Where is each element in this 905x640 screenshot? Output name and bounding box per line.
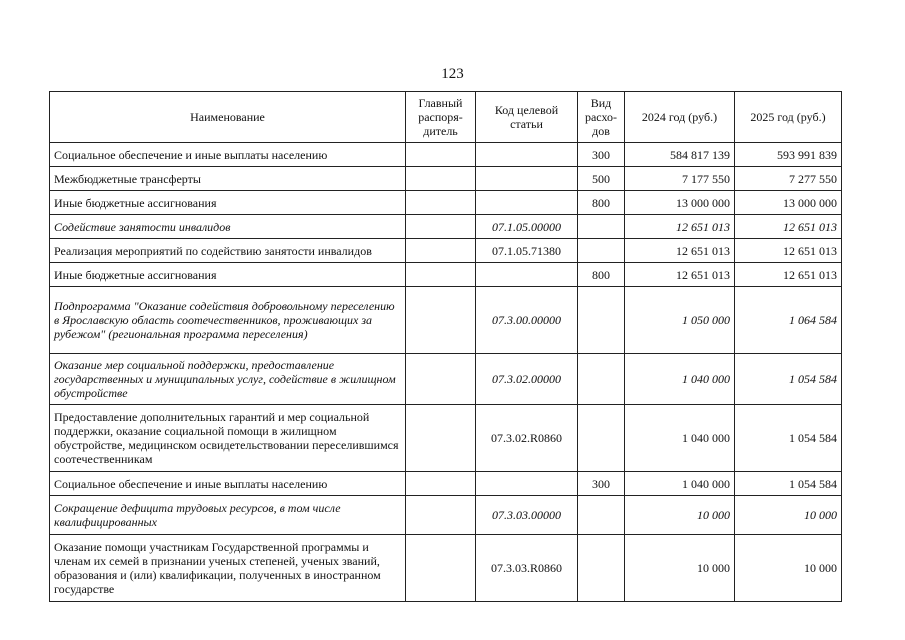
table-row xyxy=(50,143,842,167)
cell-vid: 800 xyxy=(578,191,625,215)
cell-2025: 10 000 xyxy=(735,496,842,535)
table-row xyxy=(50,354,842,405)
cell-2025: 1 054 584 xyxy=(735,405,842,472)
cell-2025: 12 651 013 xyxy=(735,239,842,263)
cell-admin xyxy=(406,287,476,354)
cell-code xyxy=(476,167,578,191)
cell-code: 07.3.00.00000 xyxy=(476,287,578,354)
cell-admin xyxy=(406,215,476,239)
cell-vid xyxy=(578,239,625,263)
cell-admin xyxy=(406,496,476,535)
cell-code xyxy=(476,191,578,215)
header-2025: 2025 год (руб.) xyxy=(735,92,842,143)
table-row xyxy=(50,215,842,239)
cell-2024: 10 000 xyxy=(625,496,735,535)
cell-name: Оказание помощи участникам Государственной программы и членам их семей в признании ученых степеней, ученых званий, образования и (или) квалификации, полученных в иностранном государстве xyxy=(50,535,406,602)
table-row xyxy=(50,191,842,215)
cell-admin xyxy=(406,263,476,287)
cell-admin xyxy=(406,472,476,496)
cell-code: 07.3.02.00000 xyxy=(476,354,578,405)
cell-name: Социальное обеспечение и иные выплаты населению xyxy=(50,143,406,167)
header-admin: Главный распоря-дитель xyxy=(406,92,476,143)
header-2024: 2024 год (руб.) xyxy=(625,92,735,143)
table-body xyxy=(50,143,842,602)
cell-vid xyxy=(578,354,625,405)
cell-2025: 1 054 584 xyxy=(735,354,842,405)
cell-2024: 584 817 139 xyxy=(625,143,735,167)
cell-name: Социальное обеспечение и иные выплаты населению xyxy=(50,472,406,496)
page-number: 123 xyxy=(441,66,464,82)
cell-2024: 13 000 000 xyxy=(625,191,735,215)
table-row xyxy=(50,535,842,602)
cell-2024: 7 177 550 xyxy=(625,167,735,191)
cell-name: Содействие занятости инвалидов xyxy=(50,215,406,239)
cell-admin xyxy=(406,354,476,405)
table-row xyxy=(50,496,842,535)
cell-code: 07.3.02.R0860 xyxy=(476,405,578,472)
cell-name: Оказание мер социальной поддержки, предоставление государственных и муниципальных услуг, содействие в жилищном обустройстве xyxy=(50,354,406,405)
cell-code xyxy=(476,472,578,496)
cell-code: 07.1.05.71380 xyxy=(476,239,578,263)
cell-vid: 500 xyxy=(578,167,625,191)
budget-table xyxy=(49,91,842,602)
cell-admin xyxy=(406,239,476,263)
cell-2025: 10 000 xyxy=(735,535,842,602)
cell-vid: 300 xyxy=(578,472,625,496)
cell-vid xyxy=(578,496,625,535)
cell-2024: 12 651 013 xyxy=(625,263,735,287)
cell-2025: 12 651 013 xyxy=(735,215,842,239)
cell-2025: 1 064 584 xyxy=(735,287,842,354)
cell-2025: 1 054 584 xyxy=(735,472,842,496)
cell-name: Предоставление дополнительных гарантий и мер социальной поддержки, оказание социальной помощи в жилищном обустройстве, медицинском освидетельствовании переселившимся соотечественникам xyxy=(50,405,406,472)
cell-vid xyxy=(578,215,625,239)
cell-vid xyxy=(578,535,625,602)
cell-2024: 10 000 xyxy=(625,535,735,602)
cell-code xyxy=(476,143,578,167)
header-code: Код целевой статьи xyxy=(476,92,578,143)
cell-admin xyxy=(406,143,476,167)
cell-admin xyxy=(406,535,476,602)
cell-name: Межбюджетные трансферты xyxy=(50,167,406,191)
table-row xyxy=(50,405,842,472)
cell-2025: 13 000 000 xyxy=(735,191,842,215)
cell-vid xyxy=(578,287,625,354)
cell-admin xyxy=(406,405,476,472)
table-row xyxy=(50,472,842,496)
table-header xyxy=(50,92,842,143)
table-row xyxy=(50,287,842,354)
cell-2025: 7 277 550 xyxy=(735,167,842,191)
cell-2024: 1 040 000 xyxy=(625,472,735,496)
cell-admin xyxy=(406,167,476,191)
cell-code: 07.1.05.00000 xyxy=(476,215,578,239)
cell-2024: 12 651 013 xyxy=(625,239,735,263)
cell-name: Иные бюджетные ассигнования xyxy=(50,263,406,287)
cell-name: Подпрограмма "Оказание содействия добровольному переселению в Ярославскую область соотечественников, проживающих за рубежом" (региональная программа переселения) xyxy=(50,287,406,354)
cell-2024: 1 040 000 xyxy=(625,405,735,472)
cell-admin xyxy=(406,191,476,215)
cell-code: 07.3.03.R0860 xyxy=(476,535,578,602)
cell-name: Сокращение дефицита трудовых ресурсов, в том числе квалифицированных xyxy=(50,496,406,535)
table-row xyxy=(50,263,842,287)
cell-vid: 800 xyxy=(578,263,625,287)
cell-code: 07.3.03.00000 xyxy=(476,496,578,535)
table-row xyxy=(50,167,842,191)
cell-name: Реализация мероприятий по содействию занятости инвалидов xyxy=(50,239,406,263)
header-name: Наименование xyxy=(50,92,406,143)
cell-2025: 12 651 013 xyxy=(735,263,842,287)
header-vid: Вид расхо-дов xyxy=(578,92,625,143)
cell-vid: 300 xyxy=(578,143,625,167)
cell-2024: 1 050 000 xyxy=(625,287,735,354)
cell-name: Иные бюджетные ассигнования xyxy=(50,191,406,215)
cell-code xyxy=(476,263,578,287)
cell-2025: 593 991 839 xyxy=(735,143,842,167)
table-row xyxy=(50,239,842,263)
cell-2024: 1 040 000 xyxy=(625,354,735,405)
cell-vid xyxy=(578,405,625,472)
cell-2024: 12 651 013 xyxy=(625,215,735,239)
